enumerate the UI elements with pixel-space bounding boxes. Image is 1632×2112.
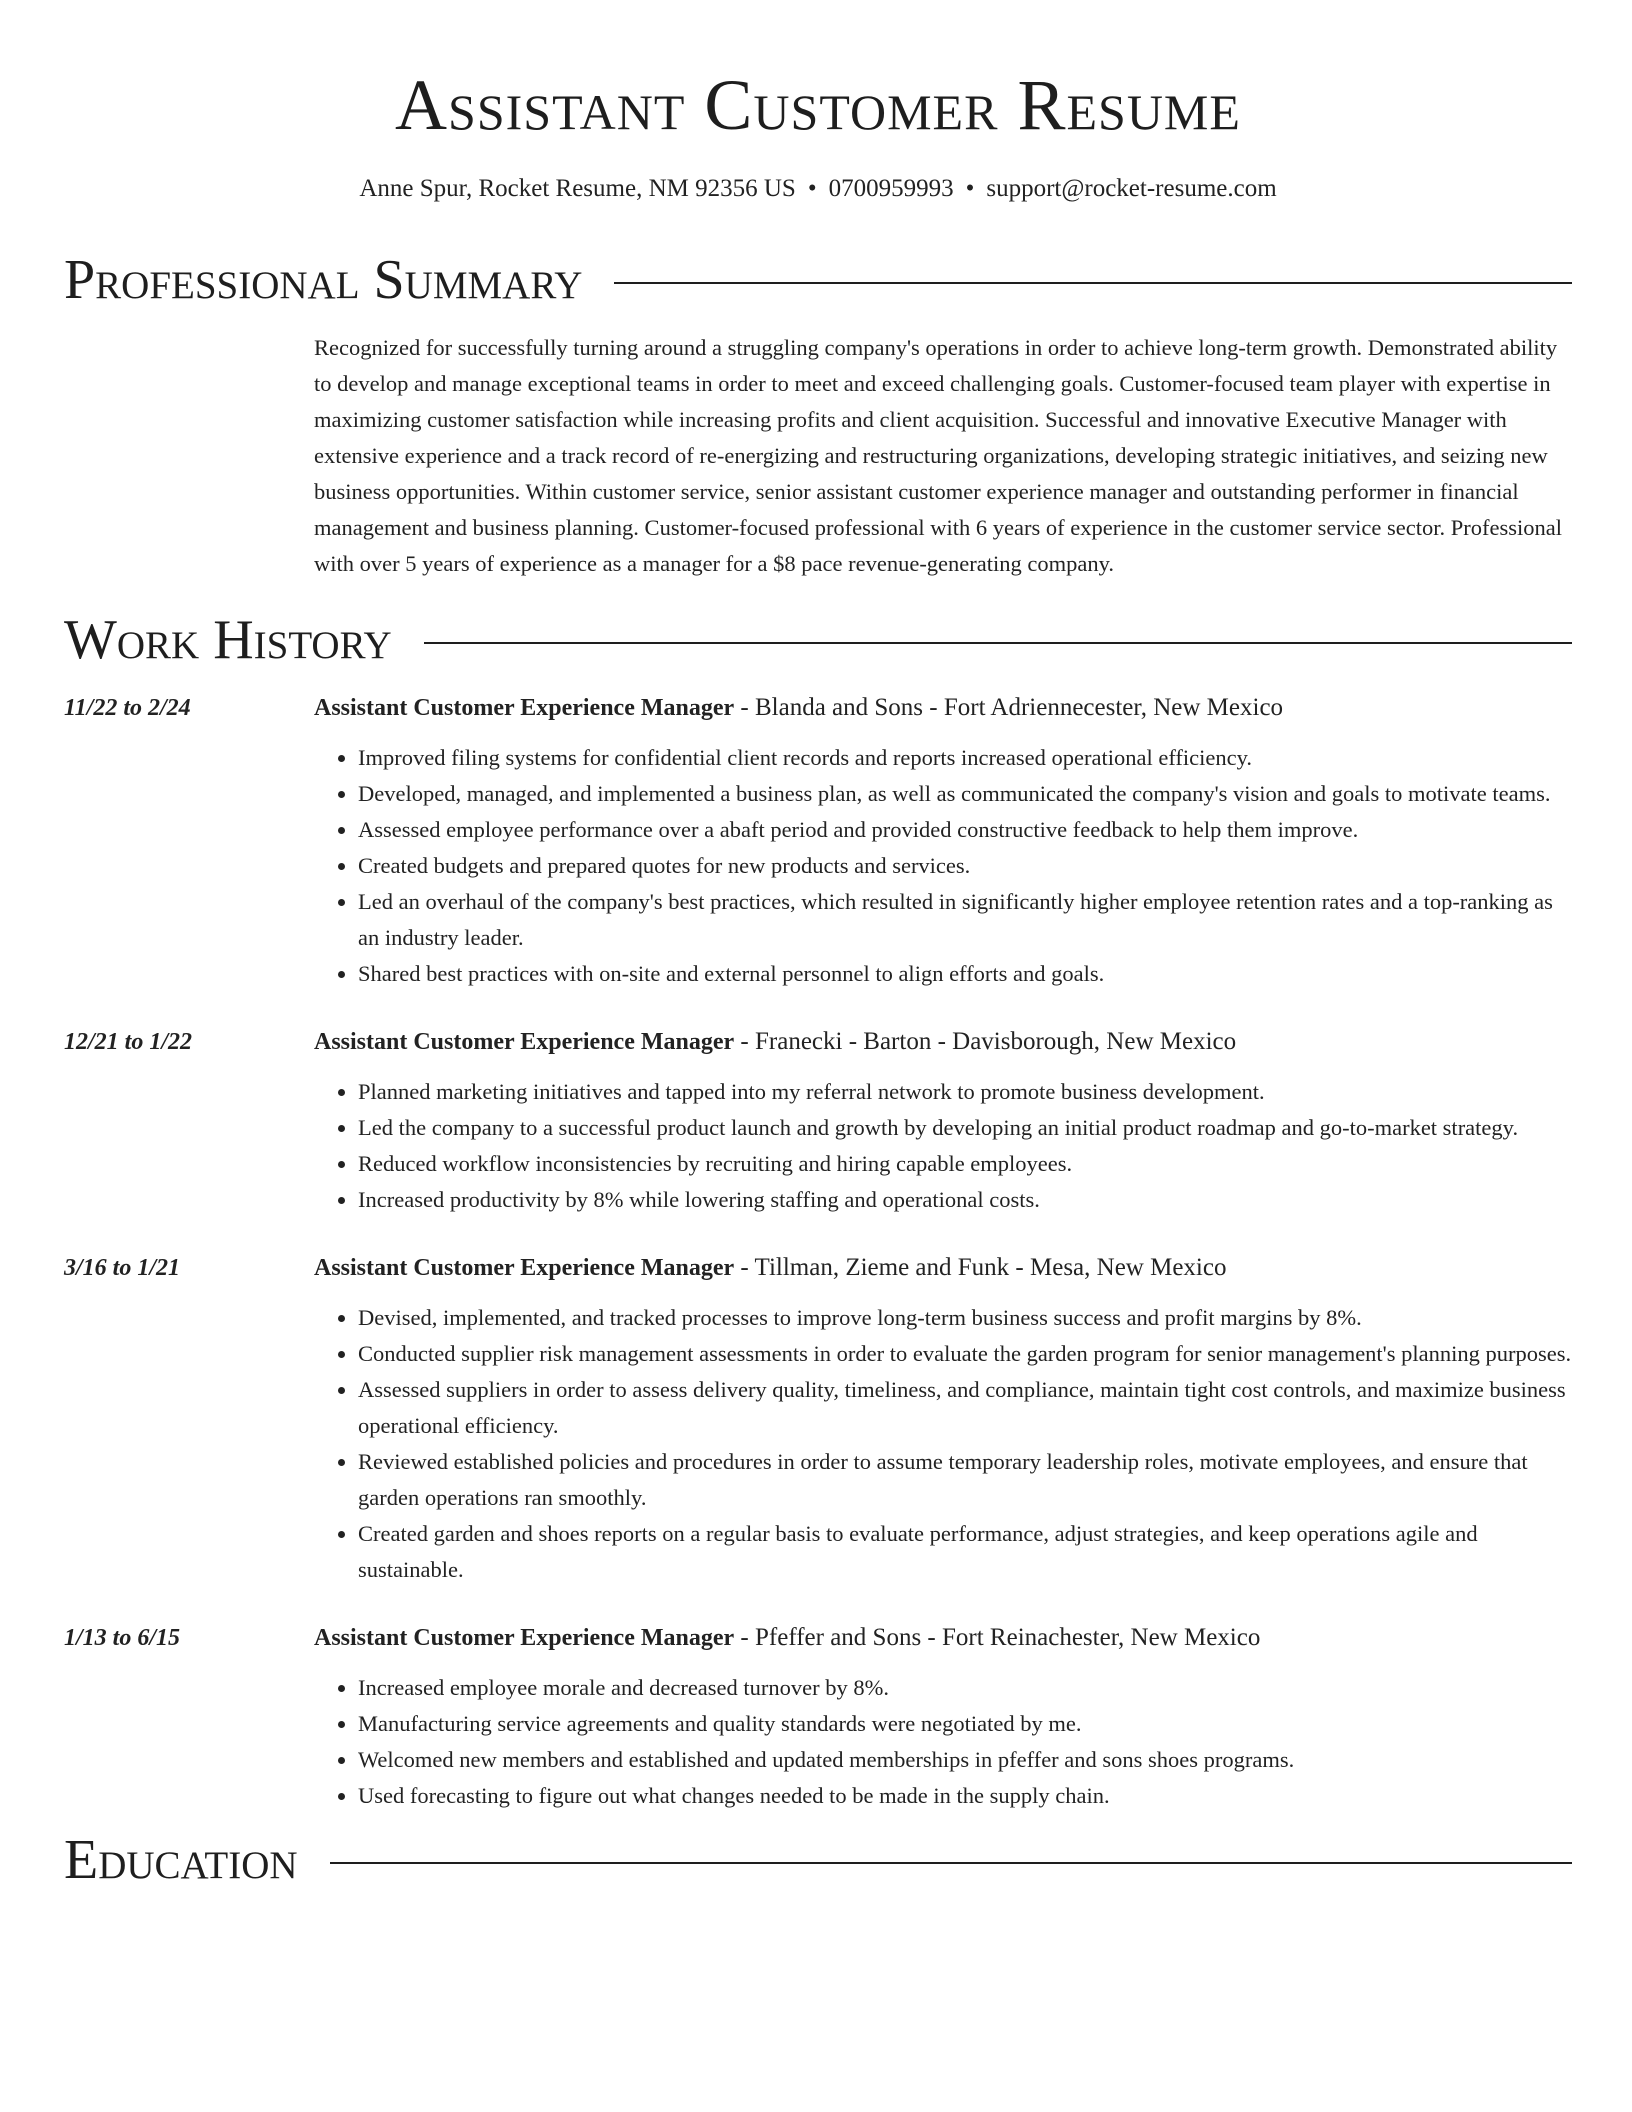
- summary-section-header: [64, 248, 1572, 312]
- job-header: [314, 1250, 1572, 1286]
- job-header: [314, 1024, 1572, 1060]
- job-bullet: • Led an overhaul of the company's best practices, which resulted in significantly higher employee retention rates and a top-ranking as an industry leader.: [358, 884, 1572, 956]
- job-bullets: [314, 1300, 1572, 1588]
- contact-line: [64, 172, 1572, 206]
- job-bullet: • Increased employee morale and decreased turnover by 8%.: [358, 1670, 1572, 1706]
- contact-separator: •: [965, 175, 975, 202]
- summary-heading: Professional Summary: [64, 249, 583, 311]
- job-body: [314, 1024, 1572, 1218]
- education-heading: Education: [64, 1829, 298, 1891]
- job-dates: 12/21 to 1/22: [64, 1029, 193, 1055]
- job-bullets: [314, 740, 1572, 992]
- job-bullet: • Used forecasting to figure out what changes needed to be made in the supply chain.: [358, 1778, 1572, 1814]
- work-history-list: [64, 690, 1572, 1814]
- contact-phone: 0700959993: [828, 175, 954, 202]
- job-company-location: - Blanda and Sons - Fort Adriennecester, New Mexico: [734, 694, 1284, 721]
- job-role: Assistant Customer Experience Manager: [314, 695, 735, 721]
- job-entry: [64, 1620, 1572, 1814]
- job-bullets: [314, 1074, 1572, 1218]
- job-body: [314, 1250, 1572, 1588]
- job-bullet: • Reviewed established policies and procedures in order to assume temporary leadership roles, motivate employees, and ensure that garden operations ran smoothly.: [358, 1444, 1572, 1516]
- job-dates: 3/16 to 1/21: [64, 1255, 181, 1281]
- education-section-header: [64, 1828, 1572, 1892]
- job-bullet: • Assessed employee performance over a abaft period and provided constructive feedback to help them improve.: [358, 812, 1572, 848]
- job-body: [314, 690, 1572, 992]
- job-dates: 1/13 to 6/15: [64, 1625, 181, 1651]
- resume-page: [64, 0, 1572, 1892]
- contact-email: support@rocket-resume.com: [986, 175, 1277, 202]
- work-section-header: [64, 608, 1572, 672]
- summary-text: Recognized for successfully turning around a struggling company's operations in order to achieve long-term growth. Demonstrated ability to develop and manage exceptional teams in order to meet and exceed challenging goals. Customer-focused team player with expertise in maximizing customer satisfaction while increasing profits and client acquisition. Successful and innovative Executive Manager with extensive experience and a track record of re-energizing and restructuring organizations, developing strategic initiatives, and seizing new business opportunities. Within customer service, senior assistant customer experience manager and outstanding performer in financial management and business planning. Customer-focused professional with 6 years of experience in the customer service sector. Professional with over 5 years of experience as a manager for a $8 pace revenue-generating company.: [314, 335, 1562, 576]
- job-bullet: • Devised, implemented, and tracked processes to improve long-term business success and profit margins by 8%.: [358, 1300, 1572, 1336]
- job-body: [314, 1620, 1572, 1814]
- job-bullet: • Welcomed new members and established and updated memberships in pfeffer and sons shoes programs.: [358, 1742, 1572, 1778]
- job-bullet: • Led the company to a successful product launch and growth by developing an initial product roadmap and go-to-market strategy.: [358, 1110, 1572, 1146]
- job-bullet: • Increased productivity by 8% while lowering staffing and operational costs.: [358, 1182, 1572, 1218]
- job-bullet: • Planned marketing initiatives and tapped into my referral network to promote business development.: [358, 1074, 1572, 1110]
- job-entry: [64, 690, 1572, 992]
- contact-address: Anne Spur, Rocket Resume, NM 92356 US: [359, 175, 796, 202]
- job-role: Assistant Customer Experience Manager: [314, 1029, 735, 1055]
- job-header: [314, 1620, 1572, 1656]
- work-heading: Work History: [64, 609, 392, 671]
- job-header: [314, 690, 1572, 726]
- contact-separator: •: [807, 175, 817, 202]
- job-company-location: - Pfeffer and Sons - Fort Reinachester, New Mexico: [734, 1624, 1261, 1651]
- job-role: Assistant Customer Experience Manager: [314, 1625, 735, 1651]
- job-bullet: • Reduced workflow inconsistencies by recruiting and hiring capable employees.: [358, 1146, 1572, 1182]
- section-divider: [330, 1862, 1572, 1864]
- job-entry: [64, 1250, 1572, 1588]
- section-divider: [614, 282, 1572, 284]
- job-entry: [64, 1024, 1572, 1218]
- resume-title: Assistant Customer Resume: [395, 65, 1241, 145]
- job-bullet: • Assessed suppliers in order to assess delivery quality, timeliness, and compliance, maintain tight cost controls, and maximize business operational efficiency.: [358, 1372, 1572, 1444]
- job-bullet: • Shared best practices with on-site and external personnel to align efforts and goals.: [358, 956, 1572, 992]
- job-bullet: • Conducted supplier risk management assessments in order to evaluate the garden program for senior management's planning purposes.: [358, 1336, 1572, 1372]
- job-dates: 11/22 to 2/24: [64, 695, 191, 721]
- job-company-location: - Franecki - Barton - Davisborough, New Mexico: [734, 1028, 1237, 1055]
- job-bullet: • Improved filing systems for confidential client records and reports increased operational efficiency.: [358, 740, 1572, 776]
- job-bullet: • Developed, managed, and implemented a business plan, as well as communicated the company's vision and goals to motivate teams.: [358, 776, 1572, 812]
- job-bullets: [314, 1670, 1572, 1814]
- job-bullet: • Created garden and shoes reports on a regular basis to evaluate performance, adjust strategies, and keep operations agile and sustainable.: [358, 1516, 1572, 1588]
- job-role: Assistant Customer Experience Manager: [314, 1255, 735, 1281]
- job-bullet: • Created budgets and prepared quotes for new products and services.: [358, 848, 1572, 884]
- section-divider: [424, 642, 1572, 644]
- job-company-location: - Tillman, Zieme and Funk - Mesa, New Mexico: [734, 1254, 1227, 1281]
- job-bullet: • Manufacturing service agreements and quality standards were negotiated by me.: [358, 1706, 1572, 1742]
